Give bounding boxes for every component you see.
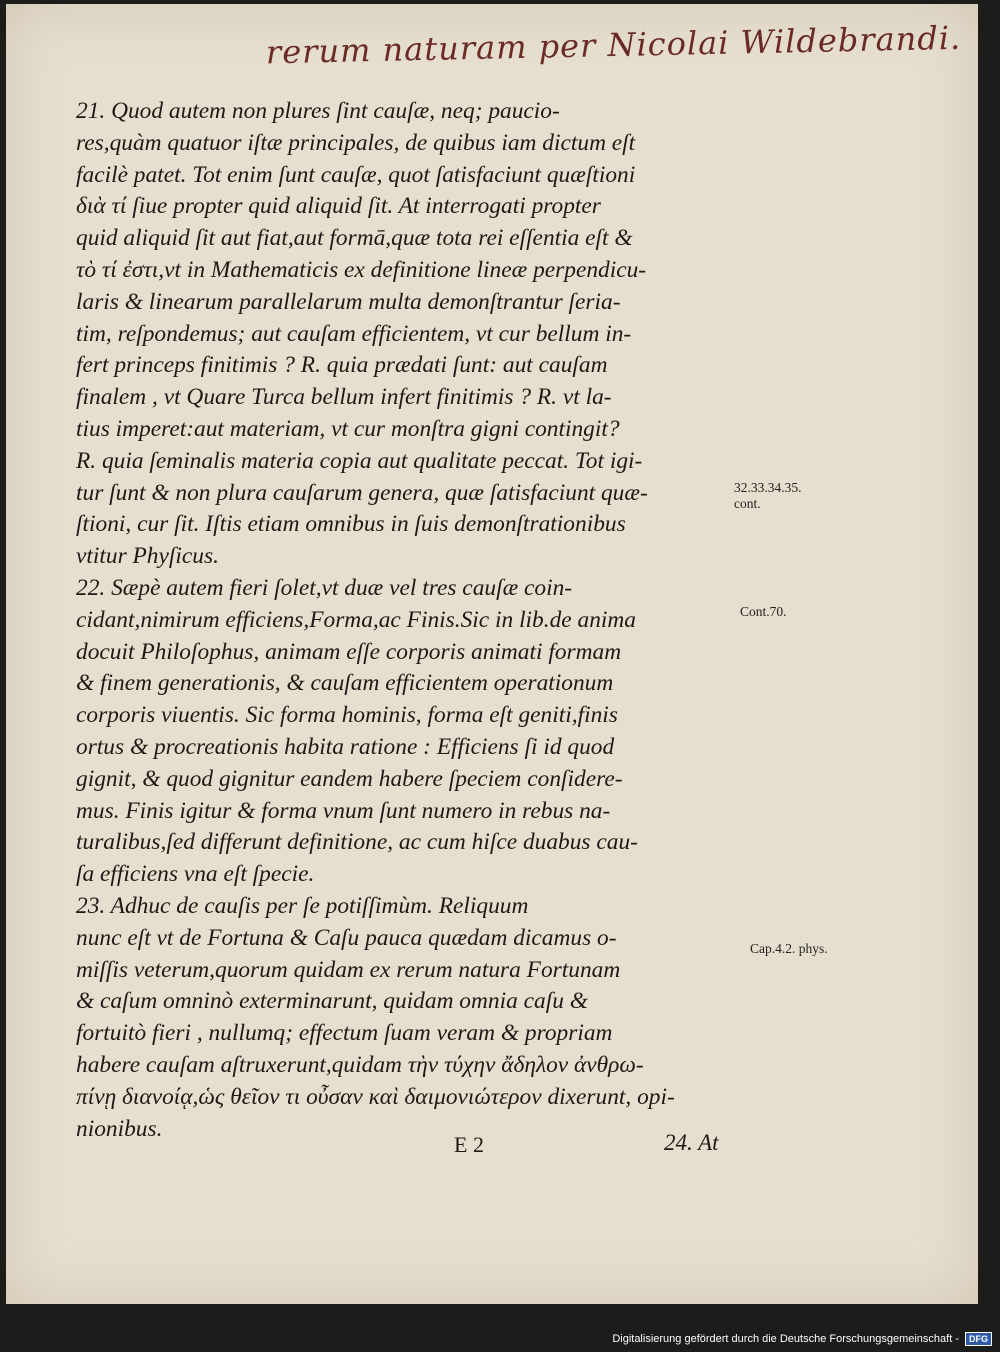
text-line: ſtioni, cur ſit. Iſtis etiam omnibus in ſuis demonſtrationibus bbox=[76, 511, 626, 538]
text-line: facilè patet. Tot enim ſunt cauſæ, quot ſatisfaciunt quæſtioni bbox=[76, 161, 636, 188]
margin-note-cont: Cont.70. bbox=[740, 604, 787, 619]
catchword: 24. At bbox=[664, 1130, 719, 1155]
text-line: quid aliquid ſit aut fiat,aut formā,quæ tota rei eſſentia eſt & bbox=[76, 225, 633, 252]
text-line: 21. Quod autem non plures ſint cauſæ, neq; paucio- bbox=[76, 98, 560, 124]
text-line: mus. Finis igitur & forma vnum ſunt numero in rebus na- bbox=[76, 797, 611, 824]
text-line: gignit, & quod gignitur eandem habere ſpeciem conſidere- bbox=[76, 765, 623, 792]
text-line: διὰ τί ſiue propter quid aliquid ſit. At interrogati propter bbox=[76, 193, 601, 220]
text-line: res,quàm quatuor iſtæ principales, de quibus iam dictum eſt bbox=[76, 129, 636, 156]
dfg-logo: DFG bbox=[965, 1332, 992, 1346]
margin-note-line: cont. bbox=[734, 496, 761, 511]
text-line: 22. Sæpè autem fieri ſolet,vt duæ vel tres cauſæ coin- bbox=[76, 574, 573, 601]
text-line: & caſum omninò exterminarunt, quidam omnia caſu & bbox=[76, 988, 588, 1015]
text-line: R. quia ſeminalis materia copia aut qualitate peccat. Tot igi- bbox=[76, 447, 643, 474]
text-line: turalibus,ſed differunt definitione, ac cum hiſce duabus cau- bbox=[76, 829, 638, 856]
text-line: fortuitò fieri , nullumq; effectum ſuam veram & propriam bbox=[76, 1020, 613, 1047]
text-line: τὸ τί ἐστι,vt in Mathematicis ex definitione lineæ perpendicu- bbox=[76, 256, 647, 283]
body-text bbox=[76, 96, 756, 1145]
text-line: nunc eſt vt de Fortuna & Caſu pauca quædam dicamus o- bbox=[76, 924, 617, 951]
margin-note-chapter: Cap.4.2. phys. bbox=[750, 941, 828, 956]
text-line: miſſis veterum,quorum quidam ex rerum natura Fortunam bbox=[76, 956, 621, 983]
text-line: nionibus. bbox=[76, 1115, 163, 1142]
text-line: πίνῃ διανοίᾳ,ὡς θεῖον τι οὖσαν καὶ δαιμονιώτερον dixerunt, opi- bbox=[76, 1083, 675, 1110]
footer-credit bbox=[612, 1332, 992, 1346]
text-line: & finem generationis, & cauſam efficientem operationum bbox=[76, 670, 614, 697]
text-line: laris & linearum parallelarum multa demonſtrantur ſeria- bbox=[76, 288, 621, 315]
text-line: ortus & procreationis habita ratione : Efficiens ſi id quod bbox=[76, 733, 615, 760]
text-line: tur ſunt & non plura cauſarum genera, quæ ſatisfaciunt quæ- bbox=[76, 479, 648, 506]
text-line: cidant,nimirum efficiens,Forma,ac Finis.Sic in lib.de anima bbox=[76, 606, 637, 633]
text-line: ſa efficiens vna eſt ſpecie. bbox=[76, 861, 315, 888]
text-line: tius imperet:aut materiam, vt cur monſtra gigni contingit? bbox=[76, 415, 620, 442]
text-line: vtitur Phyſicus. bbox=[76, 543, 219, 570]
handwritten-inscription: rerum naturam per Nicolai Wildebrandi. bbox=[265, 18, 962, 72]
signature-mark: E 2 bbox=[454, 1132, 484, 1157]
text-line: tim, reſpondemus; aut cauſam efficientem, vt cur bellum in- bbox=[76, 320, 632, 347]
margin-note-reference bbox=[734, 480, 802, 512]
margin-note-line: 32.33.34.35. bbox=[734, 480, 802, 495]
text-line: habere cauſam aſtruxerunt,quidam τὴν τύχην ἄδηλον ἀνθρω- bbox=[76, 1051, 644, 1078]
book-page bbox=[6, 4, 978, 1304]
text-line: 23. Adhuc de cauſis per ſe potiſſimùm. Reliquum bbox=[76, 892, 529, 919]
text-line: fert princeps finitimis ? R. quia prædati ſunt: aut cauſam bbox=[76, 352, 608, 379]
text-line: corporis viuentis. Sic forma hominis, forma eſt geniti,finis bbox=[76, 702, 618, 729]
text-line: finalem , vt Quare Turca bellum infert finitimis ? R. vt la- bbox=[76, 384, 612, 411]
footer-text: Digitalisierung gefördert durch die Deutsche Forschungsgemeinschaft - bbox=[612, 1333, 959, 1345]
text-line: docuit Philoſophus, animam eſſe corporis animati formam bbox=[76, 638, 622, 665]
